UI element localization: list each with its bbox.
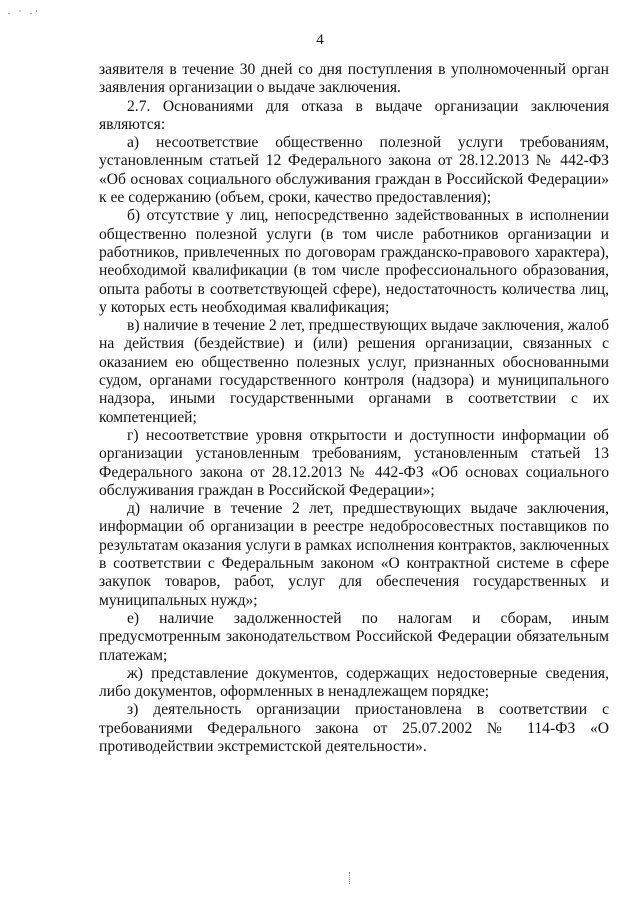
paragraph-item-z: з) деятельность организации приостановлена в соответствии с требованиями Федерального закона от 25.07.2002 № 114-ФЗ «О противодействии экстремистской деятельности». bbox=[99, 701, 609, 755]
paragraph-item-e: е) наличие задолженностей по налогам и сборам, иным предусмотренным законодательством Российской Федерации обязательным платежам; bbox=[99, 609, 609, 664]
paragraph-item-a: а) несоответствие общественно полезной услуги требованиям, установленным статьей 12 Федерального закона от 28.12.2013 № 442-ФЗ «Об основах социального обслуживания граждан в Российской Федерации» к ее содержанию (объем, сроки, качество предоставления); bbox=[99, 134, 609, 207]
paragraph-2-7-refusal-grounds: 2.7. Основаниями для отказа в выдаче организации заключения являются: bbox=[99, 97, 609, 133]
paragraph-item-d: д) наличие в течение 2 лет, предшествующих выдаче заключения, информации об организации в реестре недобросовестных поставщиков по результатам оказания услуги в рамках исполнения контрактов, заключенных в соответствии с Федеральным законом «О контрактной системе в сфере закупок товаров, работ, услуг для обеспечения государственных и муниципальных нужд»; bbox=[99, 500, 609, 609]
paragraph-item-b: б) отсутствие у лиц, непосредственно задействованных в исполнении общественно полезной услуги (в том числе работников организации и работников, привлеченных по договорам гражданско-правового характера), необходимой квалификации (в том числе профессионального образования, опыта работы в соответствующей сфере), недостаточность количества лиц, у которых есть необходимая квалификация; bbox=[99, 207, 609, 316]
paragraph-continuation: заявителя в течение 30 дней со дня поступления в уполномоченный орган заявления организации о выдаче заключения. bbox=[99, 61, 609, 97]
paragraph-item-zh: ж) представление документов, содержащих недостоверные сведения, либо документов, оформленных в ненадлежащем порядке; bbox=[99, 664, 609, 701]
paragraph-item-g: г) несоответствие уровня открытости и доступности информации об организации установленным требованиям, установленным статьей 13 Федерального закона от 28.12.2013 № 442-ФЗ «Об основах социального обслуживания граждан в Российской Федерации»; bbox=[99, 426, 609, 499]
document-body bbox=[99, 61, 609, 756]
page-number: 4 bbox=[316, 32, 324, 48]
scan-artifact-marks: . · .· bbox=[8, 6, 41, 16]
scan-artifact-line bbox=[349, 872, 351, 884]
paragraph-item-v: в) наличие в течение 2 лет, предшествующих выдаче заключения, жалоб на действия (бездействие) и (или) решения организации, связанных с оказанием ею общественно полезных услуг, признанных обоснованными судом, органами государственного контроля (надзора) и муниципального надзора, иными государственными органами в соответствии с их компетенцией; bbox=[99, 317, 609, 426]
